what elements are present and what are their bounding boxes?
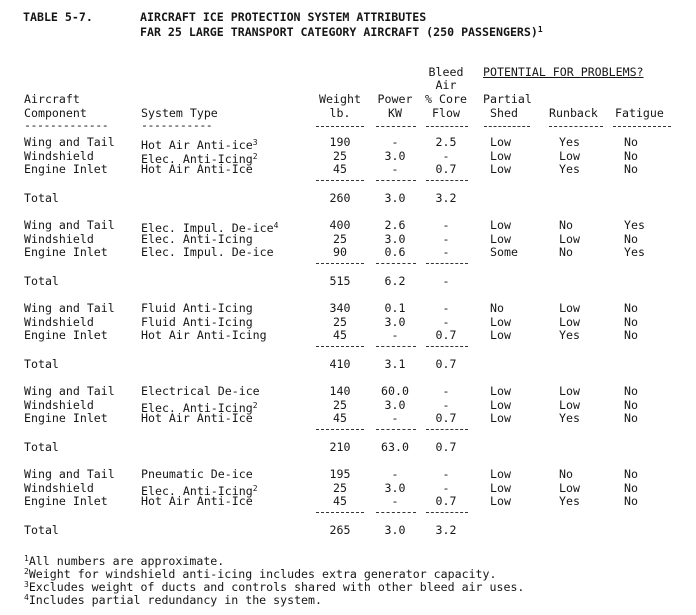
cell-runback: No (559, 467, 573, 481)
subtotal-rule (376, 429, 416, 430)
subtotal-rule (316, 180, 364, 181)
header-partial-line2: Shed (490, 106, 518, 120)
cell-system-type: Hot Air Anti-Icing (141, 328, 267, 342)
cell-runback: Low (559, 384, 580, 398)
cell-power: 3.0 (384, 232, 406, 246)
subtotal-rule (376, 346, 416, 347)
total-label: Total (24, 191, 59, 205)
header-runback: Runback (549, 106, 598, 120)
cell-fatigue: No (624, 315, 638, 329)
cell-power: 0.6 (384, 245, 406, 259)
cell-system-type: Elec. Impul. De-ice$^4$ (141, 221, 279, 235)
cell-system-type: Elec. Anti-Icing$^2$ (141, 152, 258, 166)
total-power: 63.0 (381, 440, 409, 454)
cell-system-type: Hot Air Anti-Ice (141, 162, 253, 176)
footnote-4: $^4$Includes partial redundancy in the system. (24, 593, 322, 607)
cell-partial-shed: Low (490, 135, 511, 149)
cell-weight: 45 (333, 328, 347, 342)
cell-system-type: Electrical De-ice (141, 384, 260, 398)
header-rule-power (376, 126, 416, 127)
cell-fatigue: No (624, 301, 638, 315)
cell-bleed: 0.7 (435, 162, 457, 176)
cell-weight: 195 (329, 467, 351, 481)
header-power-line1: Power (377, 92, 413, 106)
cell-fatigue: No (624, 135, 638, 149)
header-bleed-line3: % Core (425, 92, 467, 106)
cell-power: 0.1 (384, 301, 406, 315)
cell-component: Engine Inlet (24, 328, 108, 342)
cell-runback: Low (559, 481, 580, 495)
subtotal-rule (426, 429, 468, 430)
cell-power: 60.0 (381, 384, 409, 398)
cell-bleed: - (442, 301, 450, 315)
cell-runback: Low (559, 315, 580, 329)
cell-weight: 190 (329, 135, 351, 149)
cell-runback: Yes (559, 328, 580, 342)
cell-fatigue: Yes (624, 218, 645, 232)
cell-fatigue: No (624, 149, 638, 163)
cell-component: Windshield (24, 398, 94, 412)
header-rule-bleed (426, 126, 468, 127)
cell-runback: Yes (559, 494, 580, 508)
cell-fatigue: No (624, 398, 638, 412)
cell-system-type: Hot Air Anti-ice$^3$ (141, 138, 258, 152)
header-rule-weight (316, 126, 364, 127)
title-footnote-mark: 1 (537, 25, 543, 34)
cell-fatigue: No (624, 162, 638, 176)
cell-weight: 45 (333, 411, 347, 425)
total-label: Total (24, 523, 59, 537)
cell-runback: Low (559, 301, 580, 315)
cell-bleed: 2.5 (435, 135, 457, 149)
cell-fatigue: No (624, 467, 638, 481)
cell-power: - (391, 135, 399, 149)
cell-weight: 45 (333, 494, 347, 508)
cell-runback: Low (559, 232, 580, 246)
cell-runback: Yes (559, 135, 580, 149)
total-power: 3.0 (384, 523, 406, 537)
subtotal-rule (376, 512, 416, 513)
total-bleed: 0.7 (435, 440, 457, 454)
cell-partial-shed: Low (490, 218, 511, 232)
cell-system-type: Hot Air Anti-Ice (141, 411, 253, 425)
cell-partial-shed: Some (490, 245, 518, 259)
cell-bleed: - (442, 149, 450, 163)
cell-partial-shed: Low (490, 315, 511, 329)
header-rule-fatigue (613, 126, 671, 127)
cell-component: Engine Inlet (24, 411, 108, 425)
header-rule-runback (549, 126, 603, 127)
cell-power: 3.0 (384, 398, 406, 412)
subtotal-rule (376, 180, 416, 181)
cell-fatigue: No (624, 384, 638, 398)
cell-partial-shed: No (490, 301, 504, 315)
cell-fatigue: No (624, 328, 638, 342)
header-bleed-line4: Flow (432, 106, 460, 120)
cell-runback: Low (559, 149, 580, 163)
cell-power: 3.0 (384, 315, 406, 329)
cell-component: Engine Inlet (24, 162, 108, 176)
header-weight-line1: Weight (319, 92, 361, 106)
total-power: 3.0 (384, 191, 406, 205)
cell-component: Wing and Tail (24, 467, 115, 481)
cell-bleed: - (442, 218, 450, 232)
subtotal-rule (316, 263, 364, 264)
total-weight: 210 (329, 440, 351, 454)
total-power: 3.1 (384, 357, 406, 371)
cell-partial-shed: Low (490, 398, 511, 412)
cell-partial-shed: Low (490, 328, 511, 342)
cell-power: 3.0 (384, 481, 406, 495)
cell-system-type: Elec. Anti-Icing$^2$ (141, 401, 258, 415)
cell-weight: 90 (333, 245, 347, 259)
total-bleed: 0.7 (435, 357, 457, 371)
cell-system-type: Elec. Anti-Icing (141, 232, 253, 246)
footnote-mark: 3 (252, 138, 258, 147)
cell-system-type: Fluid Anti-Icing (141, 315, 253, 329)
cell-partial-shed: Low (490, 467, 511, 481)
total-power: 6.2 (384, 274, 406, 288)
cell-component: Windshield (24, 481, 94, 495)
cell-bleed: - (442, 467, 450, 481)
total-label: Total (24, 440, 59, 454)
cell-fatigue: No (624, 481, 638, 495)
cell-runback: Low (559, 398, 580, 412)
cell-system-type: Fluid Anti-Icing (141, 301, 253, 315)
footnote-2: $^2$Weight for windshield anti-icing includes extra generator capacity. (24, 567, 497, 581)
subtotal-rule (426, 180, 468, 181)
subtotal-rule (376, 263, 416, 264)
header-rule-partial (484, 126, 530, 127)
cell-partial-shed: Low (490, 232, 511, 246)
cell-weight: 25 (333, 232, 347, 246)
footnote-mark: 2 (252, 484, 258, 493)
cell-power: - (391, 467, 399, 481)
cell-weight: 140 (329, 384, 351, 398)
cell-system-type: Hot Air Anti-Ice (141, 494, 253, 508)
cell-runback: Yes (559, 162, 580, 176)
header-power-line2: KW (388, 106, 402, 120)
header-bleed-line2: Air (435, 78, 457, 92)
footnote-mark: 2 (252, 152, 258, 161)
total-bleed: 3.2 (435, 523, 457, 537)
cell-power: - (391, 411, 399, 425)
header-component-line1: Aircraft (24, 92, 80, 106)
header-fatigue: Fatigue (615, 106, 664, 120)
total-bleed: - (442, 274, 450, 288)
cell-power: - (391, 328, 399, 342)
cell-system-type: Elec. Impul. De-ice (141, 245, 274, 259)
subtotal-rule (426, 346, 468, 347)
cell-runback: Yes (559, 411, 580, 425)
total-bleed: 3.2 (435, 191, 457, 205)
cell-component: Wing and Tail (24, 301, 115, 315)
cell-component: Windshield (24, 149, 94, 163)
cell-power: - (391, 494, 399, 508)
footnote-1: $^1$All numbers are approximate. (24, 554, 225, 568)
subtotal-rule (426, 512, 468, 513)
cell-fatigue: No (624, 232, 638, 246)
cell-system-type: Elec. Anti-Icing$^2$ (141, 484, 258, 498)
cell-component: Wing and Tail (24, 384, 115, 398)
header-system-type: System Type (141, 106, 218, 120)
footnote-3: $^3$Excludes weight of ducts and controls shared with other bleed air uses. (24, 580, 525, 594)
cell-partial-shed: Low (490, 384, 511, 398)
cell-fatigue: Yes (624, 245, 645, 259)
total-weight: 260 (329, 191, 351, 205)
cell-bleed: 0.7 (435, 494, 457, 508)
cell-fatigue: No (624, 411, 638, 425)
header-partial-line1: Partial (483, 92, 532, 106)
cell-weight: 400 (329, 218, 351, 232)
header-potential-problems: POTENTIAL FOR PROBLEMS? (483, 65, 644, 79)
cell-fatigue: No (624, 494, 638, 508)
cell-component: Engine Inlet (24, 494, 108, 508)
table-number: TABLE 5-7. (23, 10, 93, 24)
header-component-line2: Component (24, 106, 87, 120)
cell-partial-shed: Low (490, 494, 511, 508)
cell-bleed: 0.7 (435, 411, 457, 425)
cell-system-type: Pneumatic De-ice (141, 467, 253, 481)
footnote-mark: 4 (273, 221, 279, 230)
subtotal-rule (316, 512, 364, 513)
cell-bleed: 0.7 (435, 328, 457, 342)
header-weight-line2: lb. (329, 106, 351, 120)
cell-weight: 25 (333, 481, 347, 495)
cell-runback: No (559, 245, 573, 259)
total-label: Total (24, 274, 59, 288)
header-rule-type: ----------- (141, 118, 213, 132)
subtotal-rule (316, 346, 364, 347)
cell-weight: 25 (333, 315, 347, 329)
cell-partial-shed: Low (490, 162, 511, 176)
cell-power: 2.6 (384, 218, 406, 232)
cell-component: Windshield (24, 315, 94, 329)
footnote-mark: 2 (252, 401, 258, 410)
cell-partial-shed: Low (490, 481, 511, 495)
cell-runback: No (559, 218, 573, 232)
header-rule-component: ------------- (24, 118, 109, 132)
cell-bleed: - (442, 481, 450, 495)
cell-weight: 45 (333, 162, 347, 176)
cell-power: - (391, 162, 399, 176)
total-weight: 410 (329, 357, 351, 371)
header-bleed-line1: Bleed (428, 65, 464, 79)
cell-weight: 340 (329, 301, 351, 315)
cell-bleed: - (442, 398, 450, 412)
total-label: Total (24, 357, 59, 371)
table-title: AIRCRAFT ICE PROTECTION SYSTEM ATTRIBUTES (140, 10, 427, 24)
cell-bleed: - (442, 315, 450, 329)
cell-bleed: - (442, 245, 450, 259)
table-subtitle: FAR 25 LARGE TRANSPORT CATEGORY AIRCRAFT (250 PASSENGERS)$^1$ (140, 25, 543, 39)
cell-weight: 25 (333, 398, 347, 412)
cell-component: Engine Inlet (24, 245, 108, 259)
cell-bleed: - (442, 384, 450, 398)
cell-component: Windshield (24, 232, 94, 246)
cell-partial-shed: Low (490, 149, 511, 163)
subtotal-rule (316, 429, 364, 430)
subtotal-rule (426, 263, 468, 264)
cell-component: Wing and Tail (24, 135, 115, 149)
cell-component: Wing and Tail (24, 218, 115, 232)
total-weight: 515 (329, 274, 351, 288)
total-weight: 265 (329, 523, 351, 537)
cell-partial-shed: Low (490, 411, 511, 425)
cell-power: 3.0 (384, 149, 406, 163)
cell-weight: 25 (333, 149, 347, 163)
cell-bleed: - (442, 232, 450, 246)
